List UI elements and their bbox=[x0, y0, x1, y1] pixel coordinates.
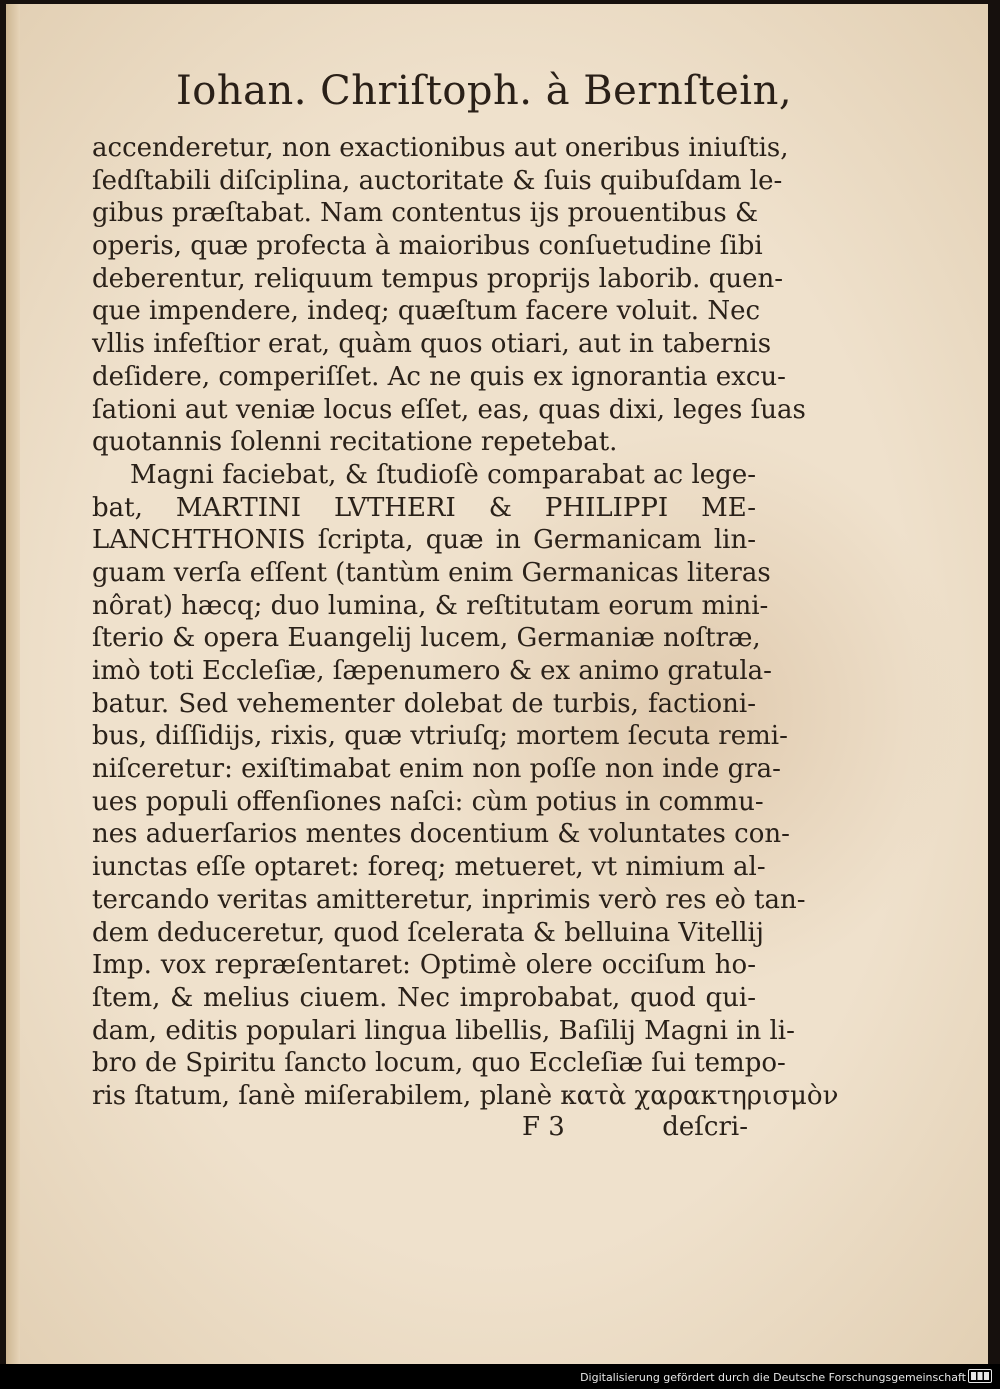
page-footer bbox=[92, 1112, 748, 1146]
signature-mark: F 3 bbox=[522, 1112, 565, 1142]
text-line: niſceretur: exiſtimabat enim non poſſe non inde gra- bbox=[92, 754, 781, 785]
book-page bbox=[6, 4, 988, 1364]
text-line: quotannis ſolenni recitatione repetebat. bbox=[92, 427, 618, 458]
text-line: gibus præſtabat. Nam contentus ijs prouentibus & bbox=[92, 198, 759, 229]
text-line: dem deduceretur, quod ſcelerata & belluina Vitellij bbox=[92, 917, 764, 948]
text-line: iunctas eſſe optaret: foreq; metueret, vt nimium al- bbox=[92, 852, 766, 883]
text-line: nes aduerſarios mentes docentium & voluntates con- bbox=[92, 819, 790, 850]
text-line: ues populi offenſiones naſci: cùm potius in commu- bbox=[92, 786, 764, 817]
funding-credit: Digitalisierung gefördert durch die Deutsche Forschungsgemeinschaft bbox=[580, 1371, 966, 1384]
running-head: Iohan. Chriſtoph. à Bernſtein, bbox=[176, 68, 793, 114]
text-line: bro de Spiritu ſancto locum, quo Eccleſiæ ſui tempo- bbox=[92, 1048, 786, 1079]
text-line: dam, editis populari lingua libellis, Baſilij Magni in li- bbox=[92, 1015, 795, 1046]
page-gutter bbox=[6, 4, 20, 1364]
text-line: bat, MARTINI LVTHERI & PHILIPPI ME- bbox=[92, 492, 756, 523]
text-line: bus, diſſidijs, rixis, quæ vtriuſq; mortem ſecuta remi- bbox=[92, 721, 788, 752]
text-line: que impendere, indeq; quæſtum facere voluit. Nec bbox=[92, 296, 761, 327]
text-line: ſationi aut veniæ locus eſſet, eas, quas dixi, leges ſuas bbox=[92, 394, 806, 425]
text-line: ris ſtatum, ſanè miſerabilem, planè κατὰ χαρακτηρισμὸν bbox=[92, 1080, 839, 1111]
text-line: Magni faciebat, & ſtudioſè comparabat ac lege- bbox=[130, 459, 756, 490]
text-line: ſtem, & melius ciuem. Nec improbabat, quod qui- bbox=[92, 982, 756, 1013]
text-line: vllis infeſtior erat, quàm quos otiari, aut in tabernis bbox=[92, 329, 772, 360]
text-line: tercando veritas amitteretur, inprimis verò res eò tan- bbox=[92, 884, 806, 915]
text-line: guam verſa eſſent (tantùm enim Germanicas literas bbox=[92, 557, 771, 588]
text-line: operis, quæ profecta à maioribus conſuetudine ſibi bbox=[92, 231, 763, 262]
text-line: imò toti Eccleſiæ, ſæpenumero & ex animo gratula- bbox=[92, 656, 772, 686]
credit-bar bbox=[0, 1364, 1000, 1389]
text-line: batur. Sed vehementer dolebat de turbis, factioni- bbox=[92, 688, 756, 719]
text-line: nôrat) hæcq; duo lumina, & reſtitutam eorum mini- bbox=[92, 590, 769, 621]
text-line: deſidere, comperiſſet. Ac ne quis ex ignorantia excu- bbox=[92, 361, 786, 392]
text-line: ſterio & opera Euangelij lucem, Germaniæ noſtræ, bbox=[92, 623, 761, 654]
text-line: Imp. vox repræſentaret: Optimè olere occiſum ho- bbox=[92, 950, 756, 981]
catchword: deſcri- bbox=[662, 1112, 748, 1142]
dfg-logo-icon bbox=[968, 1369, 992, 1383]
text-line: accenderetur, non exactionibus aut oneribus iniuſtis, bbox=[92, 133, 789, 163]
body-text bbox=[92, 132, 839, 1113]
text-line: ſedſtabili diſciplina, auctoritate & ſuis quibuſdam le- bbox=[92, 165, 783, 196]
text-line: deberentur, reliquum tempus proprijs laborib. quen- bbox=[92, 263, 784, 294]
text-line: LANCHTHONIS ſcripta, quæ in Germanicam lin- bbox=[92, 525, 756, 556]
